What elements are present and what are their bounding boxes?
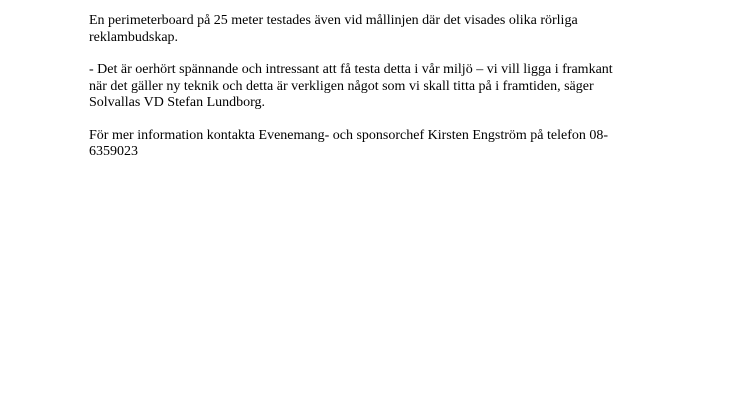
document-body [89,13,669,177]
paragraph-perimeterboard: En perimeterboard på 25 meter testades även vid mållinjen där det visades olika rörliga reklambudskap. [89,13,578,45]
paragraph-quote: - Det är oerhört spännande och intressant att få testa detta i vår miljö – vi vill ligga i framkant när det gäller ny teknik och detta är verkligen något som vi skall titta på i framtiden, säger Solvallas VD Stefan Lundborg. [89,62,613,110]
paragraph-contact: För mer information kontakta Evenemang- och sponsorchef Kirsten Engström på telefon 08- 6359023 [89,127,609,159]
